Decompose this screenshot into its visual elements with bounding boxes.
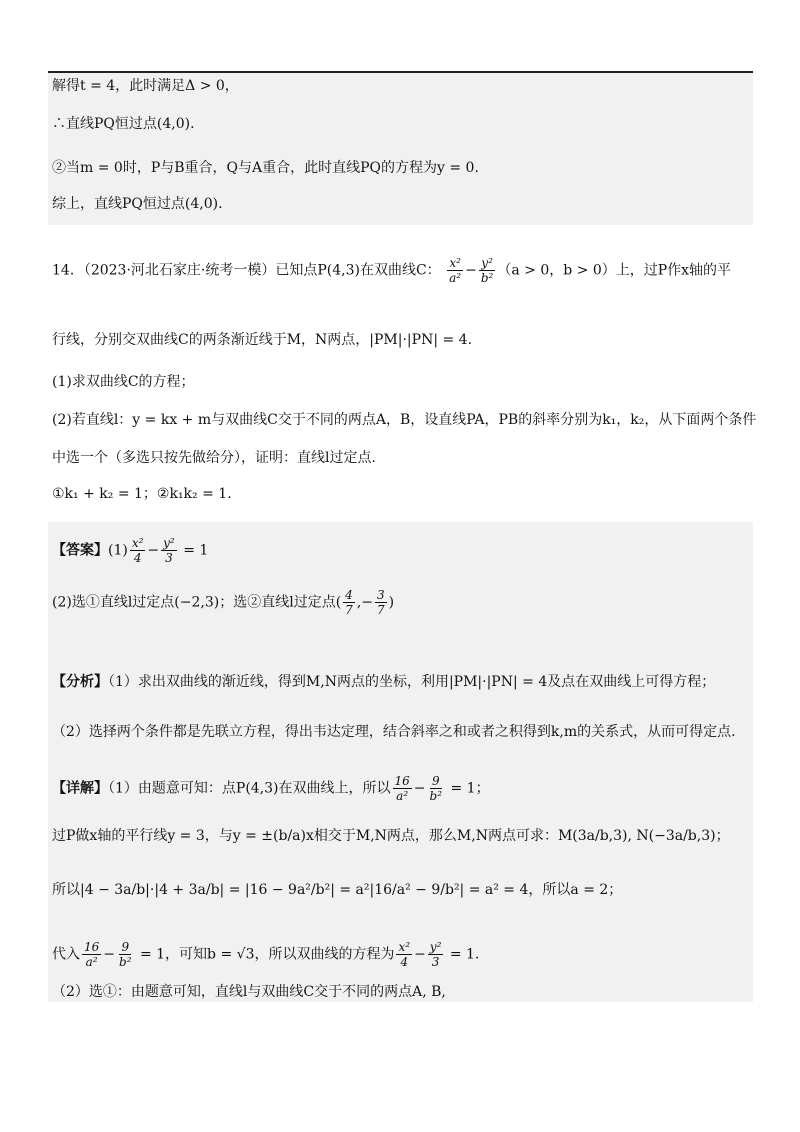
detail-line-5: （2）选①：由题意可知，直线l与双曲线C交于不同的两点A, B, [52, 984, 446, 1000]
detail-text-4b: = 1，可知b = √3，所以双曲线的方程为 [135, 946, 395, 963]
detail-line-3: 所以|4 − 3a/b|·|4 + 3a/b| = |16 − 9a²/b²| = a²|16/a² − 9/b²| = a² = 4，所以a = 2； [52, 882, 623, 898]
detail-fraction-16: $\frac{16}{\text{a²}}$ [394, 774, 410, 803]
detail-fraction-answer-x: $\frac{\text{x²}}{4}$ [398, 940, 411, 969]
answer-fraction-y: $\frac{\text{y²}}{3}$ [163, 536, 175, 565]
answer-fraction-x: $\frac{\text{x²}}{4}$ [131, 536, 144, 565]
problem-part-2: (2)若直线l：y = kx + m与双曲线C交于不同的两点A，B，设直线PA，PB的斜率分别为k₁，k₂，从下面两个条件 [52, 412, 757, 428]
detail-fraction-9b: $\frac{9}{\text{b²}}$ [119, 940, 132, 969]
hyperbola-fraction-x: $\frac{\text{x²}}{\text{a²}}$ [449, 256, 462, 285]
analysis-text-1: （1）求出双曲线的渐近线，得到M,N两点的坐标，利用|PM|·|PN| = 4及点在双曲线上可得方程； [108, 674, 716, 690]
problem-part-2-b: 中选一个（多选只按先做给分），证明：直线l过定点. [52, 450, 376, 466]
detail-line-4: 代入 $\frac{16}{\text{a²}}$ − $\frac{9}{\text{b²}}$ = 1，可知b = √3，所以双曲线的方程为 $\frac{\text{x²}}{4}$ − $\frac{\text{y²}}{3}$ = 1. [52, 940, 480, 969]
analysis-line-1 [52, 672, 715, 692]
prev-line-2: ∴直线PQ恒过点(4,0). [52, 116, 195, 132]
analysis-line-2: （2）选择两个条件都是先联立方程，得出韦达定理，结合斜率之和或者之积得到k,m的关系式，从而可得定点. [52, 724, 736, 740]
problem-number: 14． [52, 262, 84, 279]
detail-line-1: 【详解】（1）由题意可知：点P(4,3)在双曲线上，所以 $\frac{16}{\text{a²}}$ − $\frac{9}{\text{b²}}$ = 1； [52, 774, 490, 803]
detail-fraction-answer-y: $\frac{\text{y²}}{3}$ [429, 940, 442, 969]
problem-part-1: (1)求双曲线C的方程； [52, 374, 195, 390]
problem-14-line-1: 14．（2023·河北石家庄·统考一模）已知点P(4,3)在双曲线C： $\frac{\text{x²}}{\text{a²}}$ − $\frac{\text{y²}}{\text{b²}}$ （a > 0，b > 0）上，过P作x轴的平 [52, 256, 732, 285]
problem-source: （2023·河北石家庄·统考一模） [83, 262, 276, 279]
fixed-point-y: $\frac{3}{7}$ [377, 588, 385, 617]
answer-part-2-tail: ) [388, 594, 395, 611]
detail-label: 【详解】 [52, 780, 108, 797]
answer-part-1-tail: = 1 [178, 542, 209, 559]
problem-text-b: （a > 0，b > 0）上，过P作x轴的平 [497, 262, 732, 279]
answer-part-1: (1) [108, 542, 128, 559]
prev-line-3: ②当m = 0时，P与B重合，Q与A重合，此时直线PQ的方程为y = 0. [52, 160, 479, 176]
fixed-point-x: $\frac{4}{7}$ [345, 588, 353, 617]
problem-options: ①k₁ + k₂ = 1；②k₁k₂ = 1. [52, 486, 232, 502]
answer-part-2: (2)选①直线l过定点(−2,3)；选②直线l过定点( [52, 594, 342, 611]
detail-fraction-9: $\frac{9}{\text{b²}}$ [429, 774, 443, 803]
answer-line-2: (2)选①直线l过定点(−2,3)；选②直线l过定点( $\frac{4}{7}$ ,− $\frac{3}{7}$ ) [52, 588, 395, 617]
detail-line-2: 过P做x轴的平行线y = 3，与y = ±(b/a)x相交于M,N两点，那么M,N两点可求：M(3a/b,3), N(−3a/b,3)； [52, 828, 730, 844]
analysis-label: 【分析】 [52, 674, 108, 690]
prev-line-1: 解得t = 4，此时满足Δ > 0， [52, 78, 239, 94]
detail-text-1a: （1）由题意可知：点P(4,3)在双曲线上，所以 [108, 780, 391, 797]
answer-line-1: 【答案】(1) $\frac{\text{x²}}{4}$ − $\frac{\text{y²}}{3}$ = 1 [52, 536, 209, 565]
detail-text-1b: = 1； [446, 780, 490, 797]
problem-14-line-2: 行线，分别交双曲线C的两条渐近线于M，N两点，|PM|·|PN| = 4. [52, 332, 473, 348]
detail-fraction-16b: $\frac{16}{\text{a²}}$ [84, 940, 100, 969]
detail-text-4a: 代入 [52, 946, 80, 963]
hyperbola-fraction-y: $\frac{\text{y²}}{\text{b²}}$ [480, 256, 494, 285]
answer-label: 【答案】 [52, 542, 108, 559]
prev-line-4: 综上，直线PQ恒过点(4,0). [52, 196, 223, 212]
problem-text-a: 已知点P(4,3)在双曲线C： [275, 262, 441, 279]
detail-text-4c: = 1. [445, 946, 480, 963]
